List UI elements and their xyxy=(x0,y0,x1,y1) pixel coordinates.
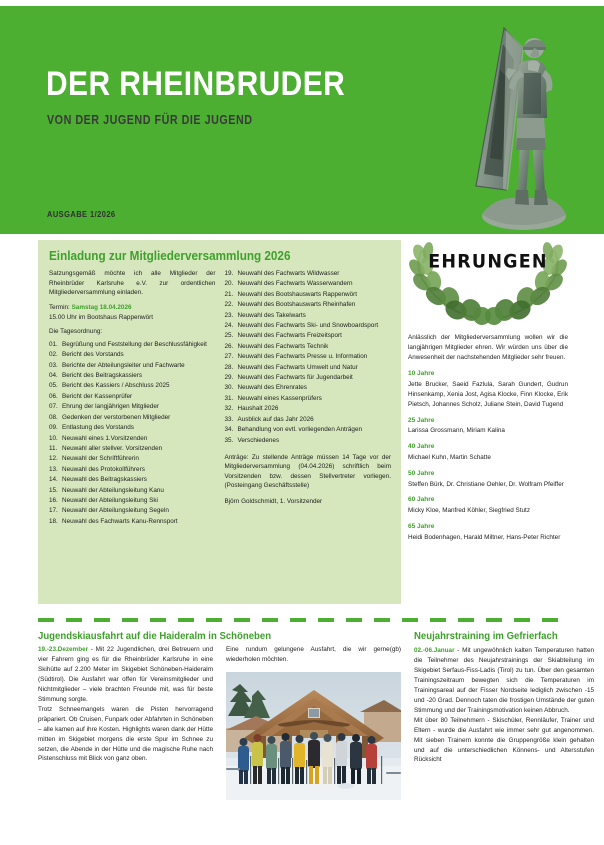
ehrungen-group xyxy=(408,416,568,437)
article-ski-para-1 xyxy=(38,645,213,705)
agenda-item-number: 05. xyxy=(49,382,58,390)
agenda-item xyxy=(225,269,392,279)
agenda-item-label: Neuwahl des Bootshauswarts Rappenwört xyxy=(237,290,358,298)
agenda-item-number: 34. xyxy=(224,426,234,434)
ehrungen-years-label: 25 Jahre xyxy=(408,416,435,424)
agenda-item-label: Bericht des Beitragskassiers xyxy=(62,372,143,380)
masthead-subtitle: VON DER JUGEND FÜR DIE JUGEND xyxy=(47,113,253,127)
agenda-item xyxy=(49,475,216,485)
ehrungen-group xyxy=(408,469,568,490)
article-ski-para-2: Trotz Schneemangels waren die Pisten hervorragend präpariert. Ob Cruisen, Funpark oder Abfahrten in Schöneben – alle kamen auf ihre Kosten. Highlights waren dank der Hütte mitten im Skigebiet morgens die erste Spur im Schnee zu setzen, die Abende in der Hütte und die magische Ruhe nach Pistenschluss mit Blick von ganz oben. xyxy=(38,705,213,763)
article-headline-ski: Jugendskiausfahrt auf die Haideralm in Schöneben xyxy=(38,631,272,642)
agenda-item-number: 28. xyxy=(224,363,234,371)
agenda-item xyxy=(225,383,392,393)
agenda-item-number: 14. xyxy=(49,476,58,484)
article-newyear-para-2: Mit über 80 Teilnehmern - Skischüler, Rennläufer, Trainer und Eltern - wurde die Ausfahrt wie immer sehr gut angenommen. Mit sieben Trainern konnte die Gruppengröße klein gehalten und auf die unterschiedlichen Könnens- und Altersstufen Rücksicht xyxy=(414,716,594,764)
agenda-item xyxy=(225,394,392,404)
ehrungen-heading: EHRUNGEN xyxy=(428,251,548,273)
agenda-item xyxy=(225,436,392,446)
article-headline-newyear: Neujahrstraining im Gefrierfach xyxy=(414,631,558,642)
article-ski-credit: (gb) xyxy=(389,646,401,653)
ehrungen-intro: Anlässlich der Mitgliederversammlung wollen wir die langjährigen Mitglieder ehren. Wir würden uns über die Anwesenheit der nachstehenden Mitglieder sehr freuen. xyxy=(408,334,568,361)
page-title: DER RHEINBRUDER xyxy=(46,65,346,103)
agenda-item xyxy=(49,454,216,464)
agenda-item-number: 25. xyxy=(224,332,234,340)
agenda-item-number: 04. xyxy=(49,372,58,380)
article-newyear-date: 02.-06.Januar xyxy=(414,647,455,654)
agenda-item-label: Neuwahl des Fachwarts Presse u. Information xyxy=(237,353,368,361)
agenda-item xyxy=(49,350,216,360)
agenda-item-number: 20. xyxy=(224,280,234,288)
agenda-item-label: Gedenken der verstorbenen Mitglieder xyxy=(62,413,171,421)
article-ski-text-1: - Mit 22 Jugendlichen, drei Betreuern und vier Fahrern ging es für die Rheinbrüder Karlsruhe in eine Skihütte auf 2.200 Meter im Skigebiet Schöneben-Haideralm (Südtirol). Die Ausfahrt war offen für Vereinsmitglieder und Nichtmitglieder – viele brachten Freunde mit, was für beste Stimmung sorgte. xyxy=(38,646,213,703)
agenda-item-label: Neuwahl des Fachwarts Kanu-Rennsport xyxy=(62,517,178,525)
ehrungen-years-label: 60 Jahre xyxy=(408,496,435,504)
agenda-item-label: Neuwahl des Fachwarts für Jugendarbeit xyxy=(237,374,353,382)
agenda-item-number: 02. xyxy=(49,351,58,359)
agenda-item-label: Neuwahl des Ehrenrates xyxy=(237,384,307,392)
agenda-item-number: 23. xyxy=(224,311,234,319)
signature-line: Björn Goldschmidt, 1. Vorsitzender xyxy=(224,498,323,506)
agenda-item-number: 03. xyxy=(49,361,58,369)
termin-line xyxy=(49,303,216,313)
agenda-item xyxy=(49,423,216,433)
agenda-item-number: 21. xyxy=(224,290,234,298)
agenda-item xyxy=(49,371,216,381)
agenda-item-label: Behandlung von evtl. vorliegenden Anträgen xyxy=(237,426,363,434)
ehrungen-names: Jette Brucker, Saeid Fazlula, Sarah Gundert, Gudrun Hinsenkamp, Xenia Jost, Agisa Klocke, Finn Klocke, Erik Pietsch, Johannes Scholz, Juliane Stein, David Tugend xyxy=(408,381,568,408)
article-newyear-para-1 xyxy=(414,646,594,716)
agenda-item xyxy=(225,404,392,414)
issue-label: AUSGABE 1/2026 xyxy=(47,209,116,219)
agenda-item-label: Berichte der Abteilungsleiter und Fachwarte xyxy=(62,361,185,369)
agenda-item-label: Neuwahl aller stellver. Vorsitzenden xyxy=(62,444,163,452)
agenda-item xyxy=(225,415,392,425)
invitation-column-right xyxy=(225,269,392,527)
agenda-item-number: 33. xyxy=(224,415,234,423)
top-content-row xyxy=(0,240,604,608)
agenda-item xyxy=(225,363,392,373)
agenda-item-number: 17. xyxy=(49,507,58,515)
agenda-item-label: Neuwahl des Takelwarts xyxy=(237,311,306,319)
section-divider xyxy=(38,618,566,622)
agenda-item xyxy=(225,321,392,331)
article-ski-text-3: Eine rundum gelungene Ausfahrt, die wir gerne wiederholen möchten. xyxy=(226,646,390,663)
ehrungen-group xyxy=(408,442,568,463)
article-ski-date: 19.-23.Dezember xyxy=(38,646,89,653)
agenda-item xyxy=(49,340,216,350)
agenda-item-label: Bericht des Vorstands xyxy=(62,351,124,359)
agenda-item xyxy=(225,342,392,352)
agenda-item-label: Neuwahl des Bootshauswarts Rheinhafen xyxy=(237,301,356,309)
invitation-box xyxy=(38,240,401,604)
agenda-item-label: Neuwahl eines Kassenprüfers xyxy=(237,394,322,402)
agenda-item xyxy=(49,434,216,444)
invitation-title: Einladung zur Mitgliederversammlung 2026 xyxy=(49,249,291,263)
laurel-wreath-icon xyxy=(408,240,568,328)
agenda-item-label: Entlastung des Vorstands xyxy=(62,424,134,432)
articles-row xyxy=(38,631,594,836)
ehrungen-names: Micky Kloe, Manfred Köhler, Siegfried Stutz xyxy=(408,507,530,515)
agenda-item-label: Neuwahl des Fachwarts Ski- und Snowboardsport xyxy=(237,322,379,330)
agenda-item-number: 13. xyxy=(49,465,58,473)
article-newyear-text-1: - Mit ungewöhnlich kalten Temperaturen hatten die Teilnehmer des Neujahrstrainings der Skiabteilung im Skigebiet Serfaus-Fiss-Ladis (Tirol) zu tun. Über den gesamten Trainingszeitraum bewegten sich die Temperaturen im Trainingsareal auf der Fisser Nordseite lediglich zwischen -15 und -20 Grad. Dennoch taten die frostigen Umstände der guten Stimmung und der Trainingsmotivation keinen Abbruch. xyxy=(414,647,594,714)
agenda-list-right xyxy=(225,269,392,446)
agenda-item xyxy=(49,517,216,527)
agenda-item xyxy=(49,413,216,423)
ehrungen-years-label: 10 Jahre xyxy=(408,370,435,378)
article-ski-para-3 xyxy=(226,645,401,665)
agenda-item xyxy=(49,392,216,402)
agenda-item-label: Neuwahl des Fachwarts Wildwasser xyxy=(237,270,340,277)
invitation-intro: Satzungsgemäß möchte ich alle Mitglieder der Rheinbrüder Karlsruhe e.V. zur ordentlichen Mitgliederversammlung einladen. xyxy=(49,270,216,297)
termin-label: Termin: xyxy=(49,303,72,311)
agenda-item-label: Neuwahl des Fachwarts Wasserwandern xyxy=(237,280,353,288)
agenda-item-number: 30. xyxy=(224,384,234,392)
ehrungen-years-label: 65 Jahre xyxy=(408,523,435,531)
agenda-item-label: Neuwahl des Fachwarts Umwelt und Natur xyxy=(237,363,358,371)
agenda-item-label: Neuwahl eines 1.Vorsitzenden xyxy=(62,434,148,442)
ehrungen-section xyxy=(408,240,568,549)
agenda-item-label: Neuwahl des Fachwarts Freizeitsport xyxy=(237,332,342,340)
agenda-item-number: 31. xyxy=(224,394,234,402)
article-newyear-column xyxy=(414,631,594,765)
agenda-item xyxy=(225,311,392,321)
agenda-label: Die Tagesordnung: xyxy=(49,328,103,336)
agenda-item xyxy=(49,465,216,475)
agenda-item xyxy=(225,300,392,310)
agenda-item-label: Neuwahl des Protokollführers xyxy=(62,465,145,473)
agenda-item xyxy=(225,352,392,362)
antraege-note: Anträge: Zu stellende Anträge müssen 14 Tage vor der Mitgliederversammlung (04.04.2026) schriftlich beim Vorsitzenden bzw. dessen Stellvertreter vorliegen. (Posteingang Geschäftsstelle) xyxy=(224,453,391,490)
agenda-item xyxy=(225,279,392,289)
agenda-item-number: 35. xyxy=(224,436,234,444)
ski-group-photo xyxy=(226,672,401,800)
ehrungen-names: Heidi Bodenhagen, Harald Miltner, Hans-Peter Richter xyxy=(408,533,561,541)
ehrungen-group xyxy=(408,369,568,409)
agenda-item xyxy=(49,496,216,506)
agenda-item-label: Bericht des Kassiers / Abschluss 2025 xyxy=(62,382,170,390)
ehrungen-names: Michael Kuhn, Martin Schatte xyxy=(408,454,491,462)
agenda-item-number: 15. xyxy=(49,486,58,494)
ehrungen-group xyxy=(408,522,568,543)
agenda-item-label: Neuwahl des Fachwarts Technik xyxy=(237,342,329,350)
agenda-item-number: 32. xyxy=(224,405,234,413)
agenda-item-number: 10. xyxy=(49,434,58,442)
agenda-item-label: Neuwahl der Abteilungsleitung Segeln xyxy=(62,507,169,515)
ehrungen-groups xyxy=(408,369,568,542)
agenda-item-label: Ausblick auf das Jahr 2026 xyxy=(237,415,314,423)
agenda-item-label: Neuwahl der Schriftführerin xyxy=(62,455,139,463)
agenda-item-number: 26. xyxy=(224,342,234,350)
agenda-item-number: 27. xyxy=(224,353,234,361)
agenda-item-label: Neuwahl der Abteilungsleitung Ski xyxy=(62,496,158,504)
agenda-item-label: Ehrung der langjährigen Mitglieder xyxy=(62,403,159,411)
agenda-item-number: 09. xyxy=(49,424,58,432)
termin-date: Samstag 18.04.2026 xyxy=(71,303,132,311)
agenda-item xyxy=(49,486,216,496)
agenda-item-number: 01. xyxy=(49,340,58,348)
agenda-item-label: Verschiedenes xyxy=(237,436,280,444)
ehrungen-names: Steffen Bürk, Dr. Christiane Oehler, Dr. Wolfram Pfeiffer xyxy=(408,480,564,488)
agenda-item-number: 19. xyxy=(224,270,234,277)
ehrungen-years-label: 40 Jahre xyxy=(408,443,435,451)
agenda-list-left xyxy=(49,340,216,527)
termin-time: 15.00 Uhr im Bootshaus Rappenwört xyxy=(49,313,154,321)
agenda-item-label: Bericht der Kassenprüfer xyxy=(62,392,133,400)
agenda-item xyxy=(225,425,392,435)
agenda-item-number: 24. xyxy=(224,322,234,330)
agenda-item-label: Haushalt 2026 xyxy=(237,405,279,413)
agenda-item xyxy=(49,444,216,454)
agenda-item-number: 06. xyxy=(49,392,58,400)
agenda-item xyxy=(225,331,392,341)
article-ski-column-2 xyxy=(226,631,401,800)
agenda-item-number: 18. xyxy=(49,517,58,525)
agenda-item-number: 29. xyxy=(224,374,234,382)
agenda-item-label: Begrüßung und Feststellung der Beschlussfähigkeit xyxy=(62,340,207,348)
agenda-item xyxy=(49,506,216,516)
agenda-item-number: 12. xyxy=(49,455,58,463)
agenda-item xyxy=(49,381,216,391)
masthead-banner xyxy=(0,6,604,234)
agenda-item xyxy=(225,373,392,383)
agenda-item-number: 11. xyxy=(49,444,58,452)
ehrungen-group xyxy=(408,495,568,516)
agenda-item xyxy=(49,402,216,412)
kayak-statue-icon xyxy=(462,18,580,234)
agenda-item-number: 22. xyxy=(224,301,234,309)
agenda-item-number: 08. xyxy=(49,413,58,421)
agenda-item xyxy=(225,290,392,300)
invitation-column-left xyxy=(49,269,216,527)
agenda-item-label: Neuwahl der Abteilungsleitung Kanu xyxy=(62,486,164,494)
agenda-item-number: 16. xyxy=(49,496,58,504)
agenda-item-number: 07. xyxy=(49,403,58,411)
agenda-item xyxy=(49,361,216,371)
article-ski-column-1 xyxy=(38,631,213,764)
ehrungen-years-label: 50 Jahre xyxy=(408,469,435,477)
agenda-item-label: Neuwahl des Beitragskassiers xyxy=(62,476,147,484)
ehrungen-names: Larissa Grossmann, Miriam Kalina xyxy=(408,427,505,435)
